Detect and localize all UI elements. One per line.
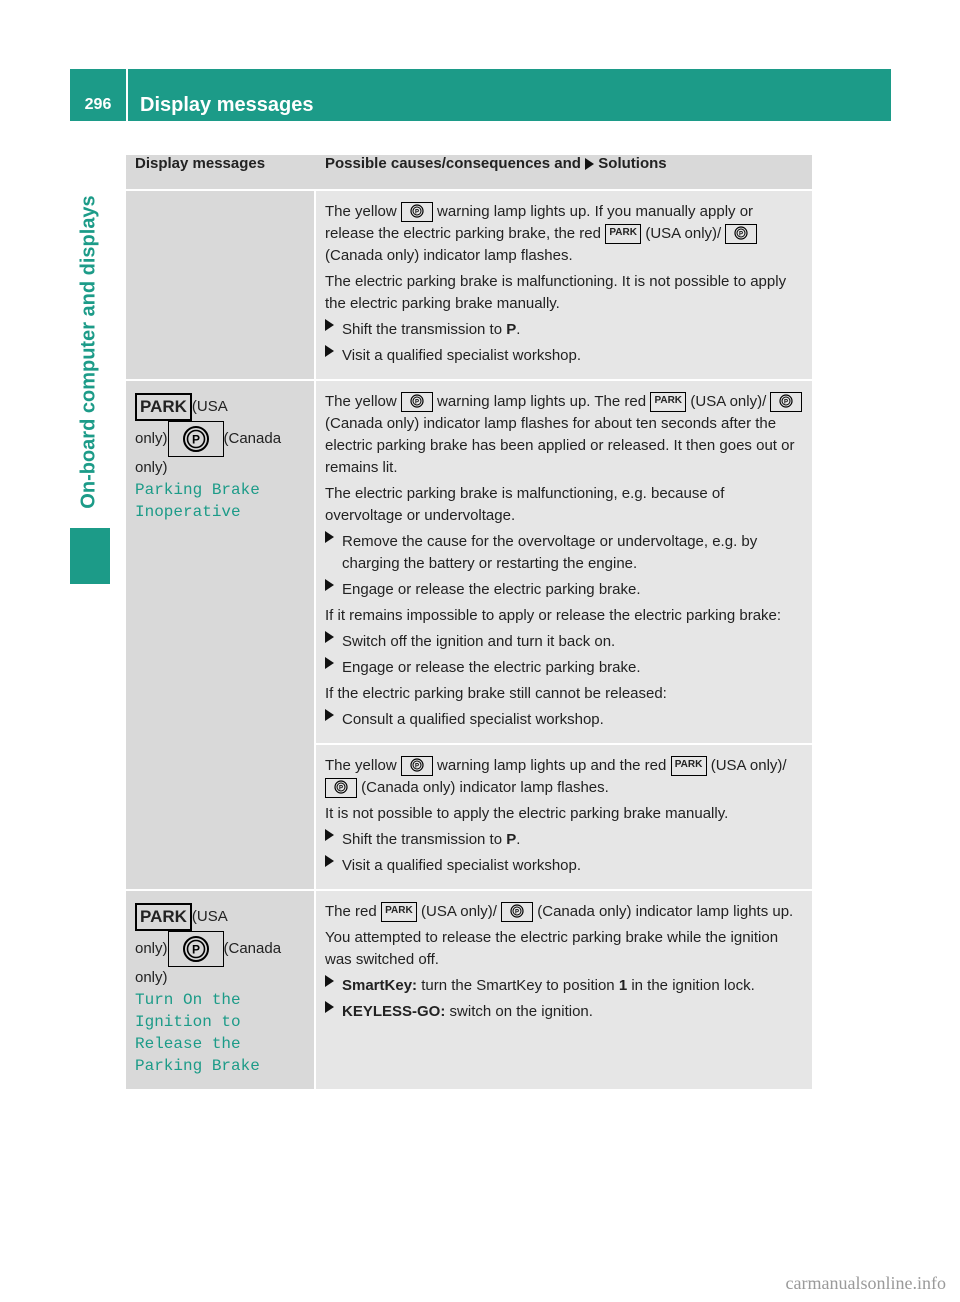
text: Shift the transmission to	[342, 321, 503, 338]
paragraph	[325, 755, 803, 799]
text: Shift the transmission to	[342, 831, 503, 848]
paragraph	[325, 201, 803, 267]
brake-indicator-icon	[725, 224, 757, 244]
text: warning lamp lights up. The red	[437, 393, 647, 410]
header-causes-text: Possible causes/consequences and	[325, 155, 581, 172]
text: warning lamp lights up and the red	[437, 757, 667, 774]
paragraph: If the electric parking brake still cannot be released:	[325, 685, 667, 702]
brake-warning-icon	[401, 756, 433, 776]
park-icon: PARK	[135, 393, 192, 421]
table-row	[126, 381, 812, 745]
side-tab-marker	[70, 528, 110, 584]
text: in the ignition lock.	[631, 977, 755, 994]
text: Visit a qualified specialist workshop.	[342, 347, 582, 364]
display-message-cell	[126, 381, 316, 891]
solution-cell	[316, 745, 812, 891]
solution-cell	[316, 381, 812, 745]
text: (Canada only) indicator lamp flashes.	[361, 779, 609, 796]
text: (USA only)/	[421, 903, 497, 920]
text: P	[506, 831, 517, 848]
text: (USA	[191, 397, 228, 415]
solution-cell	[316, 891, 812, 1089]
text: only)	[135, 459, 168, 476]
brake-indicator-icon	[168, 421, 224, 457]
brake-indicator-icon	[501, 902, 533, 922]
text: 1	[618, 977, 628, 994]
display-message-line: Parking Brake	[135, 1057, 260, 1075]
text: The yellow	[325, 203, 397, 220]
text: switch on the ignition.	[449, 1003, 593, 1020]
brake-warning-icon	[401, 202, 433, 222]
arrow-icon	[325, 657, 334, 669]
text: .	[516, 831, 521, 848]
arrow-icon	[325, 631, 334, 643]
display-message-line: Parking Brake	[135, 481, 260, 499]
arrow-icon	[325, 855, 334, 867]
solution-step	[325, 1001, 803, 1023]
text: (USA only)/	[690, 393, 767, 410]
display-message-cell-empty	[126, 191, 316, 381]
solution-step	[325, 855, 803, 877]
svg-text:P: P	[739, 231, 744, 238]
svg-text:P: P	[191, 942, 200, 957]
paragraph: If it remains impossible to apply or release the electric parking brake:	[325, 607, 782, 624]
paragraph: It is not possible to apply the electric parking brake manually.	[325, 805, 729, 822]
text: SmartKey:	[342, 977, 418, 994]
svg-text:P: P	[784, 399, 789, 406]
display-message-cell	[126, 891, 316, 1089]
page-number: 296	[84, 96, 112, 113]
svg-text:P: P	[414, 763, 419, 770]
text: .	[516, 321, 521, 338]
text: (Canada only) indicator lamp lights up.	[537, 903, 794, 920]
paragraph: You attempted to release the electric parking brake while the ignition was switched off.	[325, 929, 779, 968]
text: The red	[325, 903, 377, 920]
display-message-line: Ignition to	[135, 1013, 241, 1031]
watermark: carmanualsonline.info	[785, 1273, 946, 1293]
svg-text:P: P	[414, 399, 419, 406]
solution-step	[325, 531, 803, 575]
text: (Canada	[223, 429, 282, 447]
text: (Canada only) indicator lamp flashes.	[325, 247, 573, 264]
text: only)	[135, 939, 168, 957]
header-divider	[126, 69, 128, 121]
display-message-line: Turn On the	[135, 991, 241, 1009]
text: KEYLESS-GO:	[342, 1003, 446, 1020]
arrow-icon	[325, 1001, 334, 1013]
park-icon: PARK	[605, 224, 641, 244]
park-icon: PARK	[671, 756, 707, 776]
arrow-icon	[325, 579, 334, 591]
solution-step	[325, 631, 803, 653]
arrow-icon	[325, 345, 334, 357]
text: Switch off the ignition and turn it back on.	[342, 633, 616, 650]
arrow-icon	[585, 158, 594, 170]
text: The yellow	[325, 393, 397, 410]
text: Remove the cause for the overvoltage or undervoltage, e.g. by charging the battery or restarting the engine.	[342, 533, 758, 572]
solution-step	[325, 829, 803, 851]
svg-text:P: P	[338, 785, 344, 792]
text: only)	[135, 969, 168, 986]
solution-step	[325, 657, 803, 679]
text: (USA only)/	[710, 757, 787, 774]
text: only)	[135, 429, 168, 447]
paragraph: The electric parking brake is malfunctioning. It is not possible to apply the electric parking brake manually.	[325, 273, 787, 312]
display-message-line: Release the	[135, 1035, 241, 1053]
brake-warning-icon	[401, 392, 433, 412]
text: Engage or release the electric parking brake.	[342, 581, 641, 598]
arrow-icon	[325, 709, 334, 721]
page-header	[70, 69, 891, 121]
table-row	[126, 891, 812, 1089]
text: Consult a qualified specialist workshop.	[342, 711, 604, 728]
brake-indicator-icon	[325, 778, 357, 798]
park-icon: PARK	[135, 903, 192, 931]
svg-text:P: P	[191, 432, 200, 447]
arrow-icon	[325, 319, 334, 331]
page-title: Display messages	[140, 94, 314, 116]
brake-indicator-icon	[168, 931, 224, 967]
solution-step	[325, 709, 803, 731]
arrow-icon	[325, 531, 334, 543]
header-causes-solutions	[316, 155, 812, 191]
text: (USA only)/	[645, 225, 722, 242]
display-message-line: Inoperative	[135, 503, 241, 521]
header-solutions-text: Solutions	[598, 155, 667, 172]
paragraph	[325, 391, 803, 479]
svg-text:P: P	[515, 909, 520, 916]
solution-step	[325, 579, 803, 601]
text: (Canada	[223, 939, 282, 957]
arrow-icon	[325, 975, 334, 987]
side-section-label: On-board computer and displays	[77, 195, 100, 509]
brake-indicator-icon	[770, 392, 802, 412]
solution-step	[325, 345, 803, 367]
solution-step	[325, 975, 803, 997]
text: (Canada only) indicator lamp flashes for about ten seconds after the electric parking brake has been applied or released. It then goes out or remains lit.	[325, 415, 795, 476]
paragraph: The electric parking brake is malfunctioning, e.g. because of overvoltage or undervoltage.	[325, 485, 725, 524]
table-header-row	[126, 155, 812, 191]
text: Engage or release the electric parking brake.	[342, 659, 641, 676]
display-messages-table	[126, 155, 812, 1089]
park-icon: PARK	[381, 902, 417, 922]
text: The yellow	[325, 757, 397, 774]
text: (USA	[191, 907, 228, 925]
text: Visit a qualified specialist workshop.	[342, 857, 582, 874]
text: warning lamp lights up. If you manually apply or release the electric parking brake, the red	[325, 203, 754, 242]
solution-cell	[316, 191, 812, 381]
svg-text:P: P	[414, 209, 419, 216]
arrow-icon	[325, 829, 334, 841]
text: turn the SmartKey to position	[421, 977, 615, 994]
header-display-messages: Display messages	[126, 155, 316, 191]
park-icon: PARK	[650, 392, 686, 412]
text: P	[506, 321, 517, 338]
solution-step	[325, 319, 803, 341]
paragraph	[325, 901, 803, 923]
table-row	[126, 191, 812, 381]
